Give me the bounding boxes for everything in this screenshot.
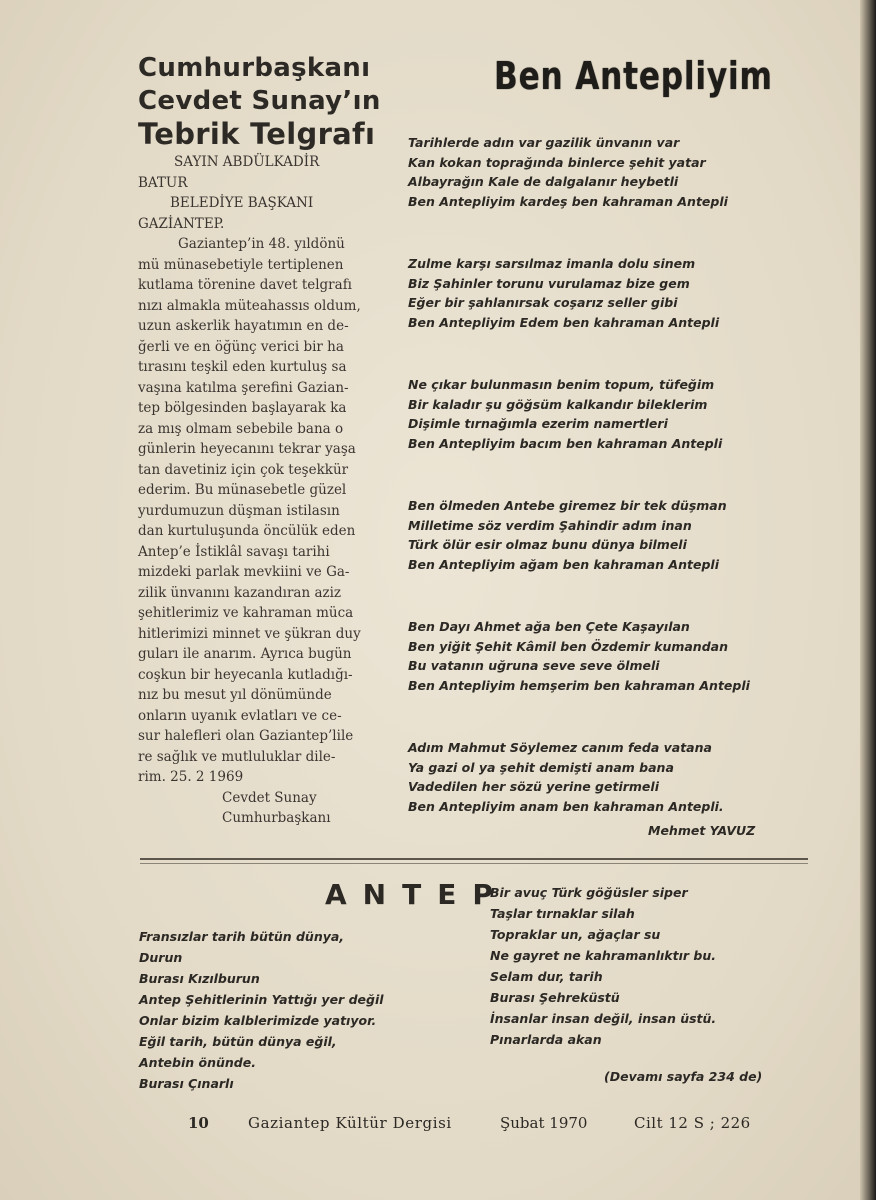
page-edge-shadow [860, 0, 876, 1200]
telegram-text-line: zilik ünvanını kazandıran aziz [138, 584, 342, 601]
continued-note: (Devamı sayfa 234 de) [604, 1069, 763, 1084]
telegram-text-line: hitlerimizi minnet ve şükran duy [138, 625, 361, 642]
recipient-line: SAYIN ABDÜLKADİR [174, 154, 320, 170]
telegram-text-line: yurdumuzun düşman istilasın [138, 502, 340, 519]
poem-line: Ben Antepliyim bacım ben kahraman Antepli [408, 435, 723, 451]
poem-line: Kan kokan toprağında binlerce şehit yatar [408, 154, 706, 170]
telegram-text-line: mizdeki parlak mevkiini ve Ga- [138, 564, 350, 580]
telegram-text-line: mü münasebetiyle tertiplenen [138, 256, 344, 273]
telegram-text-line: sur halefleri olan Gaziantep’lile [138, 728, 354, 744]
poem-line: Vadedilen her sözü yerine getirmeli [408, 779, 659, 794]
recipient-line: BELEDİYE BAŞKANI [170, 195, 314, 211]
poem-line: Antep Şehitlerinin Yattığı yer değil [139, 992, 384, 1007]
poem-line: Burası Şehreküstü [490, 990, 620, 1005]
poem-line: Burası Kızılburun [139, 971, 260, 986]
telegram-text-line: şehitlerimiz ve kahraman müca [138, 605, 354, 621]
poem-stanza [408, 375, 818, 453]
poem-antep-left-column [139, 926, 439, 1094]
telegram-text-line: uzun askerlik hayatımın en de- [138, 318, 349, 334]
telegram-text-line: nız bu mesut yıl dönümünde [138, 687, 332, 703]
telegram-text-line: tan davetiniz için çok teşekkür [138, 461, 349, 478]
poem-stanza [408, 133, 818, 211]
magazine-name: Gaziantep Kültür Dergisi [248, 1114, 452, 1132]
telegram-text-line: dan kurtuluşunda öncülük eden [138, 523, 356, 539]
poem-line: Ben Antepliyim ağam ben kahraman Antepli [408, 556, 719, 572]
telegram-text-line: ederim. Bu münasebetle güzel [138, 482, 347, 498]
poem-line: Ben ölmeden Antebe giremez bir tek düşman [408, 498, 727, 513]
issue-date: Şubat 1970 [500, 1114, 588, 1132]
poem-line: İnsanlar insan değil, insan üstü. [490, 1011, 717, 1026]
poem-line: Ya gazi ol ya şehit demişti anam bana [408, 759, 674, 775]
poem-stanza [408, 254, 818, 332]
poem-line: Ben Antepliyim anam ben kahraman Antepli. [408, 798, 724, 814]
page-footer [0, 1114, 876, 1138]
poem-line: Biz Şahinler torunu vurulamaz bize gem [408, 275, 690, 291]
poem-line: Taşlar tırnaklar silah [490, 906, 635, 921]
poem-antep-right-column [490, 882, 810, 1050]
poem-line: Eğil tarih, bütün dünya eğil, [139, 1034, 337, 1049]
page-number: 10 [188, 1114, 209, 1132]
telegram-text-line: ğerli ve en öğünç verici bir ha [138, 338, 344, 355]
poem-line: Dişimle tırnağımla ezerim namertleri [408, 416, 668, 431]
poem-line: Türk ölür esir olmaz bunu dünya bilmeli [408, 537, 687, 552]
poem-author: Mehmet YAVUZ [648, 823, 756, 838]
telegram-body [138, 152, 368, 829]
poem-line: Ne gayret ne kahramanlıktır bu. [490, 948, 716, 963]
telegram-text-line: Gaziantep’in 48. yıldönü [178, 236, 345, 252]
poem-title-banner: Ben Antepliyim [494, 54, 773, 98]
telegram-text-line: günlerin heyecanını tekrar yaşa [138, 441, 356, 457]
poem-line: Milletime söz verdim Şahindir adım inan [408, 517, 692, 533]
telegram-text-line: onların uyanık evlatları ve ce- [138, 707, 342, 724]
poem-line: Ben Antepliyim kardeş ben kahraman Antepli [408, 193, 728, 209]
poem-line: Zulme karşı sarsılmaz imanla dolu sinem [408, 256, 696, 271]
telegram-text-line: Antep’e İstiklâl savaşı tarihi [138, 543, 330, 560]
signature-title: Cumhurbaşkanı [222, 810, 331, 826]
telegram-text-line: coşkun bir heyecanla kutladığı- [138, 666, 353, 683]
poem-line: Albayrağın Kale de dalgalanır heybetli [408, 174, 679, 189]
telegram-text-line: za mış olmam sebebile bana o [138, 420, 344, 437]
poem-antep-title: ANTEP [325, 878, 509, 911]
section-divider [140, 858, 808, 864]
telegram-title-line: Cevdet Sunay’ın [138, 86, 381, 116]
poem-line: Ben Antepliyim hemşerim ben kahraman Antepli [408, 677, 750, 693]
poem-line: Bu vatanın uğruna seve seve ölmeli [408, 658, 660, 673]
poem-line: Ben Dayı Ahmet ağa ben Çete Kaşayılan [408, 619, 690, 634]
poem-line: Bir avuç Türk göğüsler siper [490, 885, 688, 900]
volume-issue: Cilt 12 S ; 226 [634, 1114, 751, 1132]
poem-line: Selam dur, tarih [490, 969, 603, 984]
poem-line: Ben Antepliyim Edem ben kahraman Antepli [408, 314, 720, 330]
poem-line: Bir kaladır şu göğsüm kalkandır bileklerim [408, 396, 708, 412]
poem-line: Onlar bizim kalblerimizde yatıyor. [139, 1013, 377, 1028]
telegram-text-line: kutlama törenine davet telgrafı [138, 277, 353, 293]
telegram-text-line: nızı almakla müteahassıs oldum, [138, 297, 361, 314]
poem-line: Tarihlerde adın var gazilik ünvanın var [408, 135, 680, 150]
telegram-title-line: Cumhurbaşkanı [138, 53, 371, 83]
recipient-line: GAZİANTEP. [138, 215, 225, 232]
poem-line: Antebin önünde. [139, 1055, 256, 1070]
poem-line: Fransızlar tarih bütün dünya, [139, 929, 345, 944]
signature-name: Cevdet Sunay [222, 789, 317, 806]
telegram-title [138, 52, 388, 151]
telegram-text-line: vaşına katılma şerefini Gazian- [138, 379, 349, 396]
poem-stanza [408, 617, 818, 695]
poem-line: Pınarlarda akan [490, 1032, 602, 1047]
poem-line: Topraklar un, ağaçlar su [490, 927, 661, 942]
telegram-text-line: rim. 25. 2 1969 [138, 769, 244, 785]
telegram-text-line: tırasını teşkil eden kurtuluş sa [138, 359, 347, 375]
poem-line: Durun [139, 950, 183, 965]
poem-ben-antepliyim [408, 133, 818, 859]
poem-line: Eğer bir şahlanırsak coşarız seller gibi [408, 295, 678, 310]
telegram-title-line: Tebrik Telgrafı [138, 117, 376, 151]
poem-stanza [408, 738, 818, 816]
poem-line: Adım Mahmut Söylemez canım feda vatana [408, 740, 712, 755]
telegram-text-line: re sağlık ve mutluluklar dile- [138, 748, 336, 765]
poem-line: Burası Çınarlı [139, 1076, 234, 1091]
poem-stanza [408, 496, 818, 574]
poem-line: Ne çıkar bulunmasın benim topum, tüfeğim [408, 377, 715, 392]
recipient-line: BATUR [138, 174, 188, 191]
telegram-text-line: tep bölgesinden başlayarak ka [138, 400, 347, 416]
poem-line: Ben yiğit Şehit Kâmil ben Özdemir kumandan [408, 638, 728, 654]
telegram-text-line: guları ile anarım. Ayrıca bugün [138, 646, 352, 662]
